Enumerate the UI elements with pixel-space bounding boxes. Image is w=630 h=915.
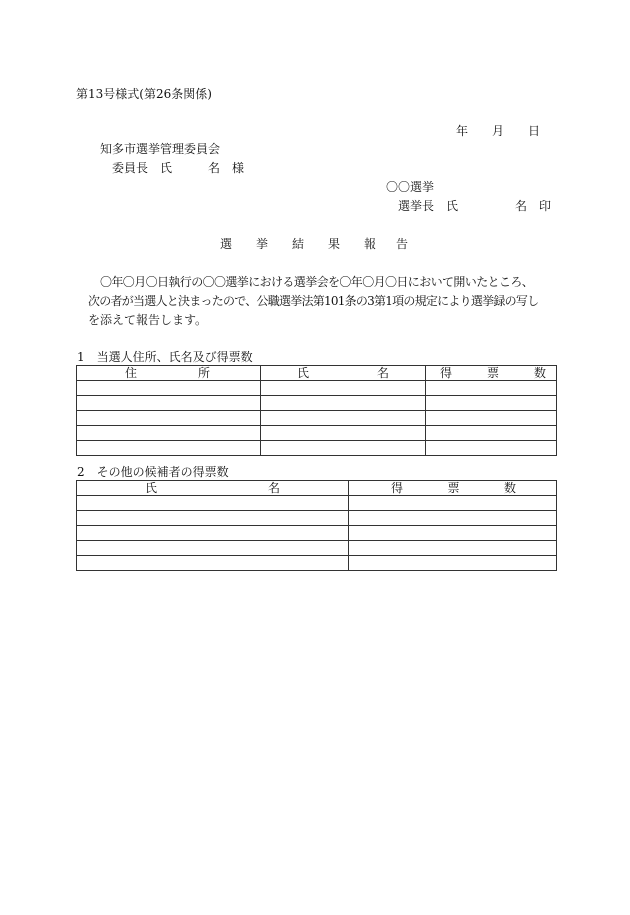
body-line-1: 〇年〇月〇日執行の〇〇選挙における選挙会を〇年〇月〇日において開いたところ、 [100,275,534,289]
header-votes [349,481,557,496]
header-votes [426,366,557,381]
section2-title: 2 その他の候補者の得票数 [77,465,229,479]
cell-votes[interactable] [349,511,557,526]
cell-name[interactable] [261,396,426,411]
date-day: 日 [528,124,541,138]
table-header-row [77,366,557,381]
table-row [77,411,557,426]
cell-address[interactable] [77,426,261,441]
date-month: 月 [492,124,505,138]
header-char: 住 [125,366,138,380]
header-char: 氏 [145,481,158,495]
cell-votes[interactable] [426,426,557,441]
report-title-char: 結 [292,237,305,251]
table-row [77,381,557,396]
report-title-char: 挙 [256,237,269,251]
table-row [77,526,557,541]
header-char: 得 [440,366,453,380]
header-char: 数 [503,481,516,495]
cell-votes[interactable] [349,496,557,511]
other-candidates-table [76,480,557,571]
cell-votes[interactable] [426,396,557,411]
cell-address[interactable] [77,396,261,411]
cell-address[interactable] [77,441,261,456]
table-row [77,541,557,556]
header-char: 所 [197,366,210,380]
header-name [261,366,426,381]
cell-name[interactable] [261,426,426,441]
date-year: 年 [456,124,469,138]
table-row [77,511,557,526]
cell-name[interactable] [261,441,426,456]
cell-votes[interactable] [426,411,557,426]
cell-name[interactable] [77,526,349,541]
header-name [77,481,349,496]
cell-votes[interactable] [349,526,557,541]
report-title-char: 果 [328,237,341,251]
report-title-char: 告 [396,237,409,251]
cell-address[interactable] [77,411,261,426]
addressee-chair-title: 委員長 [112,161,149,175]
addressee-name-part1: 氏 [160,161,173,175]
cell-votes[interactable] [426,381,557,396]
sender-name-part2: 名 [515,199,528,213]
body-line-3: を添えて報告します。 [88,313,208,327]
elected-candidates-table [76,365,557,456]
addressee-organization: 知多市選挙管理委員会 [100,142,221,156]
report-title-char: 報 [364,237,377,251]
cell-name[interactable] [77,496,349,511]
section1-title: 1 当選人住所、氏名及び得票数 [77,350,253,364]
header-char: 名 [267,481,280,495]
table-row [77,396,557,411]
form-number: 第13号様式(第26条関係) [76,87,212,101]
header-char: 氏 [297,366,310,380]
table-row [77,426,557,441]
table-row [77,441,557,456]
header-char: 得 [391,481,404,495]
body-line-2: 次の者が当選人と決まったので、公職選挙法第101条の3第1項の規定により選挙録の写し [88,294,539,308]
cell-name[interactable] [77,541,349,556]
header-char: 名 [376,366,389,380]
cell-name[interactable] [261,381,426,396]
sender-chief-title: 選挙長 [398,199,435,213]
header-char: 数 [533,366,546,380]
addressee-honorific: 様 [232,161,245,175]
header-address [77,366,261,381]
header-char: 票 [486,366,499,380]
sender-seal: 印 [539,199,552,213]
cell-address[interactable] [77,381,261,396]
cell-votes[interactable] [349,556,557,571]
cell-votes[interactable] [349,541,557,556]
cell-name[interactable] [77,511,349,526]
table-row [77,556,557,571]
cell-votes[interactable] [426,441,557,456]
cell-name[interactable] [77,556,349,571]
report-title-char: 選 [220,237,233,251]
table-row [77,496,557,511]
addressee-name-part2: 名 [208,161,221,175]
table-header-row [77,481,557,496]
cell-name[interactable] [261,411,426,426]
header-char: 票 [447,481,460,495]
sender-name-part1: 氏 [446,199,459,213]
sender-election: 〇〇選挙 [386,180,435,194]
